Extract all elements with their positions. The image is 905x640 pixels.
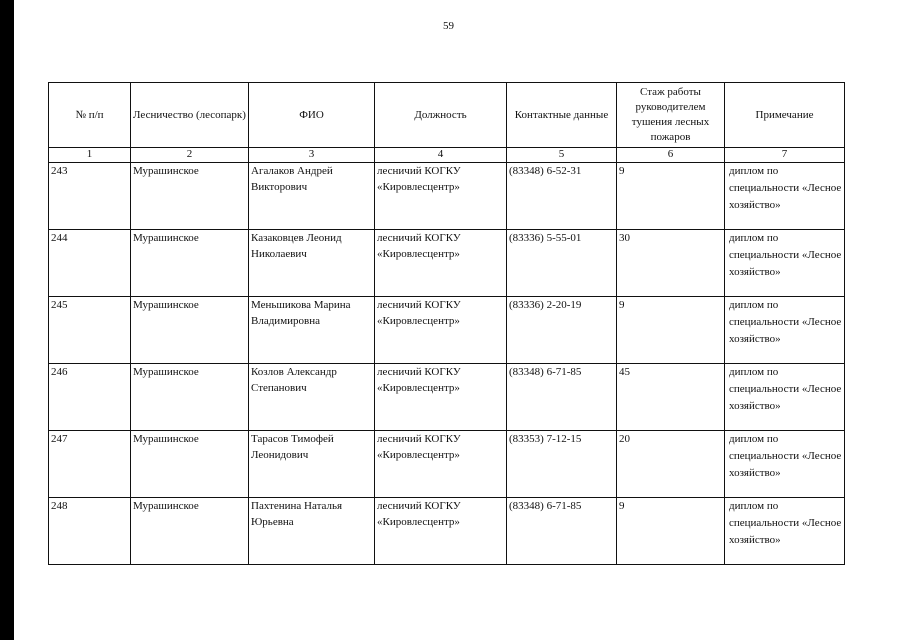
column-header: ФИО [249,83,375,148]
full-name-cell: Агалаков Андрей Викторович [249,163,375,230]
forestry-cell: Мурашинское [131,364,249,431]
column-header: № п/п [49,83,131,148]
notes-cell: диплом по специальности «Лесное хозяйство» [725,297,845,364]
full-name-cell: Козлов Александр Степанович [249,364,375,431]
full-name-cell: Тарасов Тимофей Леонидович [249,431,375,498]
contact-cell: (83348) 6-71-85 [507,498,617,565]
forestry-cell: Мурашинское [131,297,249,364]
table-row [49,297,845,364]
column-header: Должность [375,83,507,148]
full-name-cell: Пахтенина Наталья Юрьевна [249,498,375,565]
column-number: 7 [725,148,845,163]
column-number: 3 [249,148,375,163]
column-header: Стаж работы руководителем тушения лесных пожаров [617,83,725,148]
contact-cell: (83336) 2-20-19 [507,297,617,364]
contact-cell: (83353) 7-12-15 [507,431,617,498]
column-number-row [49,148,845,163]
forestry-cell: Мурашинское [131,163,249,230]
contact-cell: (83348) 6-52-31 [507,163,617,230]
experience-cell: 30 [617,230,725,297]
table-row [49,431,845,498]
forestry-cell: Мурашинское [131,431,249,498]
column-header: Контактные данные [507,83,617,148]
column-header: Лесничество (лесопарк) [131,83,249,148]
row-number-cell: 246 [49,364,131,431]
row-number-cell: 248 [49,498,131,565]
page-number: 59 [443,20,454,32]
row-number-cell: 244 [49,230,131,297]
personnel-table [48,82,845,565]
contact-cell: (83336) 5-55-01 [507,230,617,297]
position-cell: лесничий КОГКУ «Кировлесцентр» [375,431,507,498]
table-row [49,163,845,230]
table-row [49,364,845,431]
experience-cell: 9 [617,163,725,230]
position-cell: лесничий КОГКУ «Кировлесцентр» [375,163,507,230]
position-cell: лесничий КОГКУ «Кировлесцентр» [375,364,507,431]
column-number: 1 [49,148,131,163]
experience-cell: 9 [617,498,725,565]
forestry-cell: Мурашинское [131,498,249,565]
notes-cell: диплом по специальности «Лесное хозяйство» [725,163,845,230]
column-header: Примечание [725,83,845,148]
position-cell: лесничий КОГКУ «Кировлесцентр» [375,498,507,565]
contact-cell: (83348) 6-71-85 [507,364,617,431]
table-row [49,498,845,565]
notes-cell: диплом по специальности «Лесное хозяйство» [725,498,845,565]
experience-cell: 45 [617,364,725,431]
column-number: 4 [375,148,507,163]
scan-edge-bar [0,0,14,640]
full-name-cell: Казаковцев Леонид Николаевич [249,230,375,297]
notes-cell: диплом по специальности «Лесное хозяйство» [725,230,845,297]
row-number-cell: 245 [49,297,131,364]
row-number-cell: 243 [49,163,131,230]
column-number: 2 [131,148,249,163]
header-row [49,83,845,148]
notes-cell: диплом по специальности «Лесное хозяйство» [725,431,845,498]
row-number-cell: 247 [49,431,131,498]
forestry-cell: Мурашинское [131,230,249,297]
position-cell: лесничий КОГКУ «Кировлесцентр» [375,297,507,364]
experience-cell: 9 [617,297,725,364]
column-number: 5 [507,148,617,163]
column-number: 6 [617,148,725,163]
notes-cell: диплом по специальности «Лесное хозяйство» [725,364,845,431]
full-name-cell: Меньшикова Марина Владимировна [249,297,375,364]
experience-cell: 20 [617,431,725,498]
position-cell: лесничий КОГКУ «Кировлесцентр» [375,230,507,297]
table-row [49,230,845,297]
